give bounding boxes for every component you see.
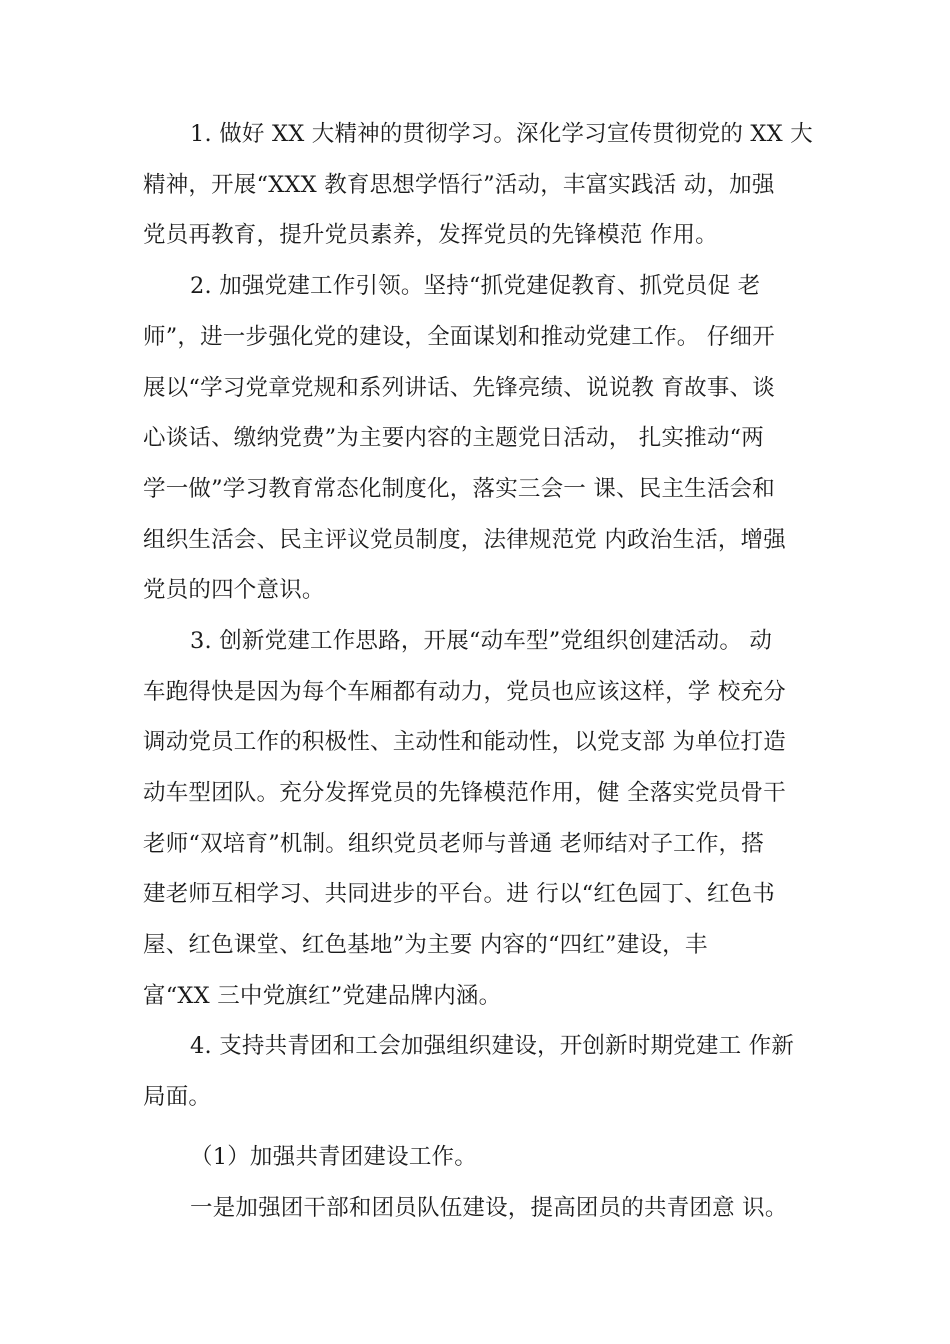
paragraph-1-line-2: 精神，开展“XXX 教育思想学悟行”活动，丰富实践活 动，加强 [143, 172, 775, 198]
paragraph-3-line-7: 屋、红色课堂、红色基地”为主要 内容的“四红”建设，丰 [143, 932, 708, 958]
subheading-1: （1）加强共青团建设工作。 [190, 1144, 477, 1170]
paragraph-3-line-4: 动车型团队。充分发挥党员的先锋模范作用，健 全落实党员骨干 [143, 780, 786, 806]
paragraph-5-line-1: 一是加强团干部和团员队伍建设，提高团员的共青团意 识。 [190, 1195, 788, 1221]
paragraph-3-line-3: 调动党员工作的积极性、主动性和能动性，以党支部 为单位打造 [143, 729, 786, 755]
paragraph-2-line-2: 师”，进一步强化党的建设，全面谋划和推动党建工作。 仔细开 [143, 324, 775, 350]
paragraph-1-line-1: 1. 做好 XX 大精神的贯彻学习。深化学习宣传贯彻党的 XX 大 [190, 121, 813, 147]
paragraph-2-line-6: 组织生活会、民主评议党员制度，法律规范党 内政治生活，增强 [143, 527, 786, 553]
paragraph-2-line-1: 2. 加强党建工作引领。坚持“抓党建促教育、抓党员促 老 [190, 273, 761, 299]
paragraph-2-line-3: 展以“学习党章党规和系列讲话、先锋亮绩、说说教 育故事、谈 [143, 375, 775, 401]
paragraph-3-line-8: 富“XX 三中党旗红”党建品牌内涵。 [143, 983, 502, 1009]
paragraph-2-line-5: 学一做”学习教育常态化制度化，落实三会一 课、民主生活会和 [143, 476, 775, 502]
paragraph-4-line-2: 局面。 [143, 1084, 212, 1110]
paragraph-3-line-1: 3. 创新党建工作思路，开展“动车型”党组织创建活动。 动 [190, 628, 773, 654]
paragraph-3-line-6: 建老师互相学习、共同进步的平台。进 行以“红色园丁、红色书 [143, 881, 775, 907]
paragraph-4-line-1: 4. 支持共青团和工会加强组织建设，开创新时期党建工 作新 [190, 1033, 795, 1059]
paragraph-3-line-2: 车跑得快是因为每个车厢都有动力，党员也应该这样，学 校充分 [143, 679, 786, 705]
paragraph-2-line-4: 心谈话、缴纳党费”为主要内容的主题党日活动， 扎实推动“两 [143, 425, 764, 451]
paragraph-2-line-7: 党员的四个意识。 [143, 577, 325, 603]
paragraph-3-line-5: 老师“双培育”机制。组织党员老师与普通 老师结对子工作，搭 [143, 831, 764, 857]
paragraph-1-line-3: 党员再教育，提升党员素养，发挥党员的先锋模范 作用。 [143, 222, 718, 248]
